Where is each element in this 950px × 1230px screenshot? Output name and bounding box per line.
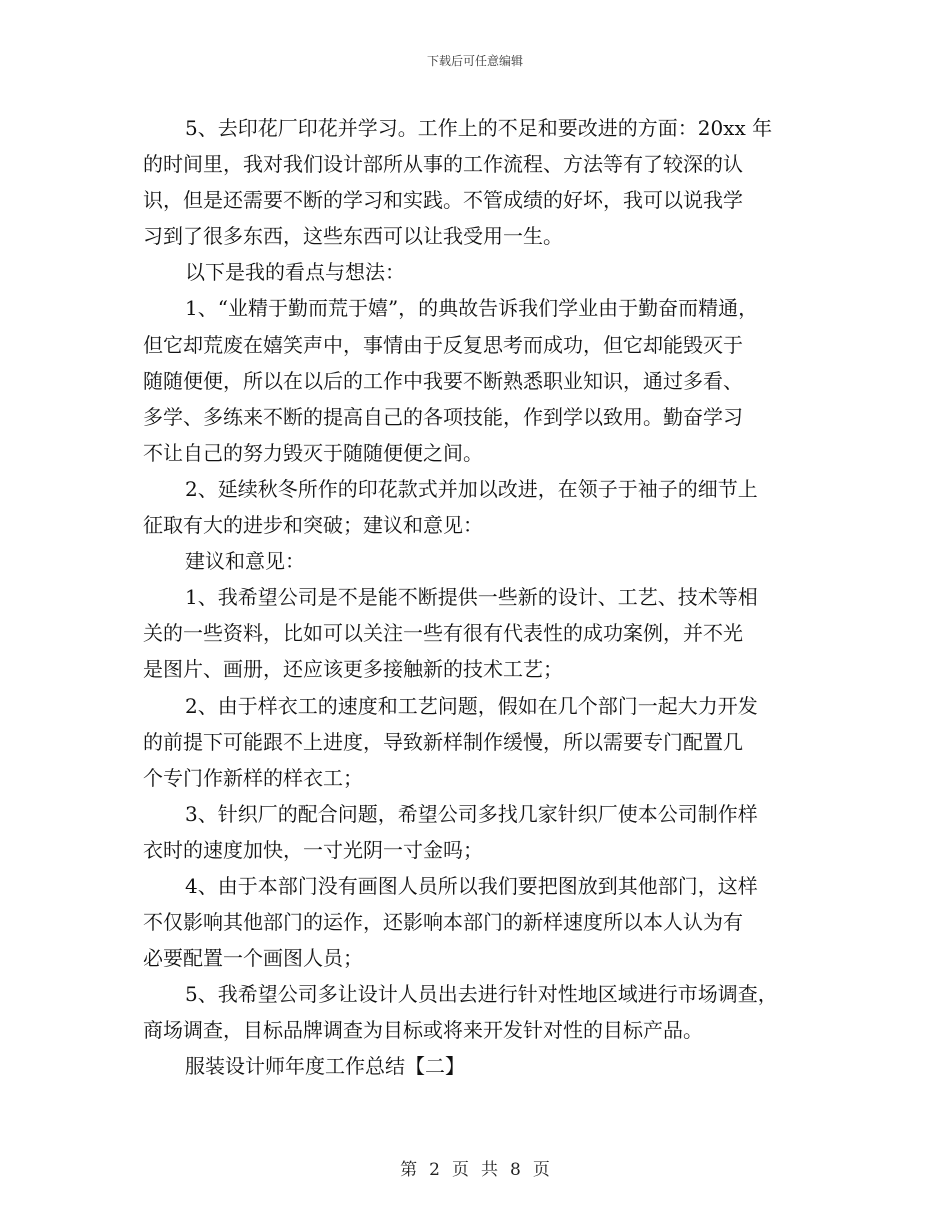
- paragraph-line: 1、我希望公司是不是能不断提供一些新的设计、工艺、技术等相: [185, 585, 758, 610]
- paragraph-line: 识，但是还需要不断的学习和实践。不管成绩的好坏，我可以说我学: [143, 188, 743, 213]
- paragraph-line: 1、“业精于勤而荒于嬉”，的典故告诉我们学业由于勤奋而精通，: [185, 296, 759, 321]
- paragraph-line: 关的一些资料，比如可以关注一些有很有代表性的成功案例，并不光: [143, 621, 743, 646]
- page-number: 2: [429, 1160, 440, 1180]
- paragraph-line: 5、我希望公司多让设计人员出去进行针对性地区域进行市场调查，: [185, 982, 778, 1007]
- paragraph-line: 5、去印花厂印花并学习。工作上的不足和要改进的方面：20xx 年: [185, 116, 773, 140]
- paragraph-line: 的时间里，我对我们设计部所从事的工作流程、方法等有了较深的认: [143, 152, 743, 177]
- paragraph-line: 以下是我的看点与想法：: [185, 260, 405, 285]
- footer-label: 页: [452, 1160, 469, 1180]
- paragraph-line: 3、针织厂的配合问题，希望公司多找几家针织厂使本公司制作样: [185, 801, 758, 826]
- paragraph-line: 但它却荒废在嬉笑声中，事情由于反复思考而成功，但它却能毁灭于: [143, 332, 743, 357]
- paragraph-line: 2、由于样衣工的速度和工艺问题，假如在几个部门一起大力开发: [185, 693, 758, 718]
- paragraph-line: 不让自己的努力毁灭于随随便便之间。: [143, 440, 483, 465]
- page-header: 下载后可任意编辑: [426, 54, 523, 68]
- paragraph-line: 多学、多练来不断的提高自己的各项技能，作到学以致用。勤奋学习: [143, 404, 743, 429]
- document-body: [143, 110, 823, 1085]
- section-title: 服装设计师年度工作总结【二】: [185, 1054, 465, 1079]
- paragraph-line: 4、由于本部门没有画图人员所以我们要把图放到其他部门，这样: [185, 873, 758, 898]
- paragraph-line: 是图片、画册，还应该更多接触新的技术工艺；: [143, 657, 563, 682]
- paragraph-line: 随随便便，所以在以后的工作中我要不断熟悉职业知识，通过多看、: [143, 368, 743, 393]
- footer-label: 页: [532, 1160, 550, 1180]
- footer-label: 第: [400, 1160, 418, 1180]
- footer-label: 共: [481, 1160, 498, 1180]
- paragraph-line: 衣时的速度加快，一寸光阴一寸金吗；: [143, 837, 483, 862]
- paragraph-line: 必要配置一个画图人员；: [143, 946, 363, 971]
- paragraph-line: 个专门作新样的样衣工；: [143, 765, 363, 790]
- section-heading: 建议和意见：: [185, 549, 305, 574]
- paragraph-line: 的前提下可能跟不上进度，导致新样制作缓慢，所以需要专门配置几: [143, 729, 743, 754]
- paragraph-line: 习到了很多东西，这些东西可以让我受用一生。: [143, 224, 563, 249]
- page-footer: [0, 1155, 950, 1180]
- paragraph-line: 征取有大的进步和突破；建议和意见：: [143, 513, 483, 538]
- total-pages: 8: [510, 1160, 521, 1180]
- paragraph-line: 2、延续秋冬所作的印花款式并加以改进，在领子于袖子的细节上: [185, 476, 758, 501]
- paragraph-line: 不仅影响其他部门的运作，还影响本部门的新样速度所以本人认为有: [143, 910, 743, 935]
- paragraph-line: 商场调查，目标品牌调查为目标或将来开发针对性的目标产品。: [143, 1018, 703, 1043]
